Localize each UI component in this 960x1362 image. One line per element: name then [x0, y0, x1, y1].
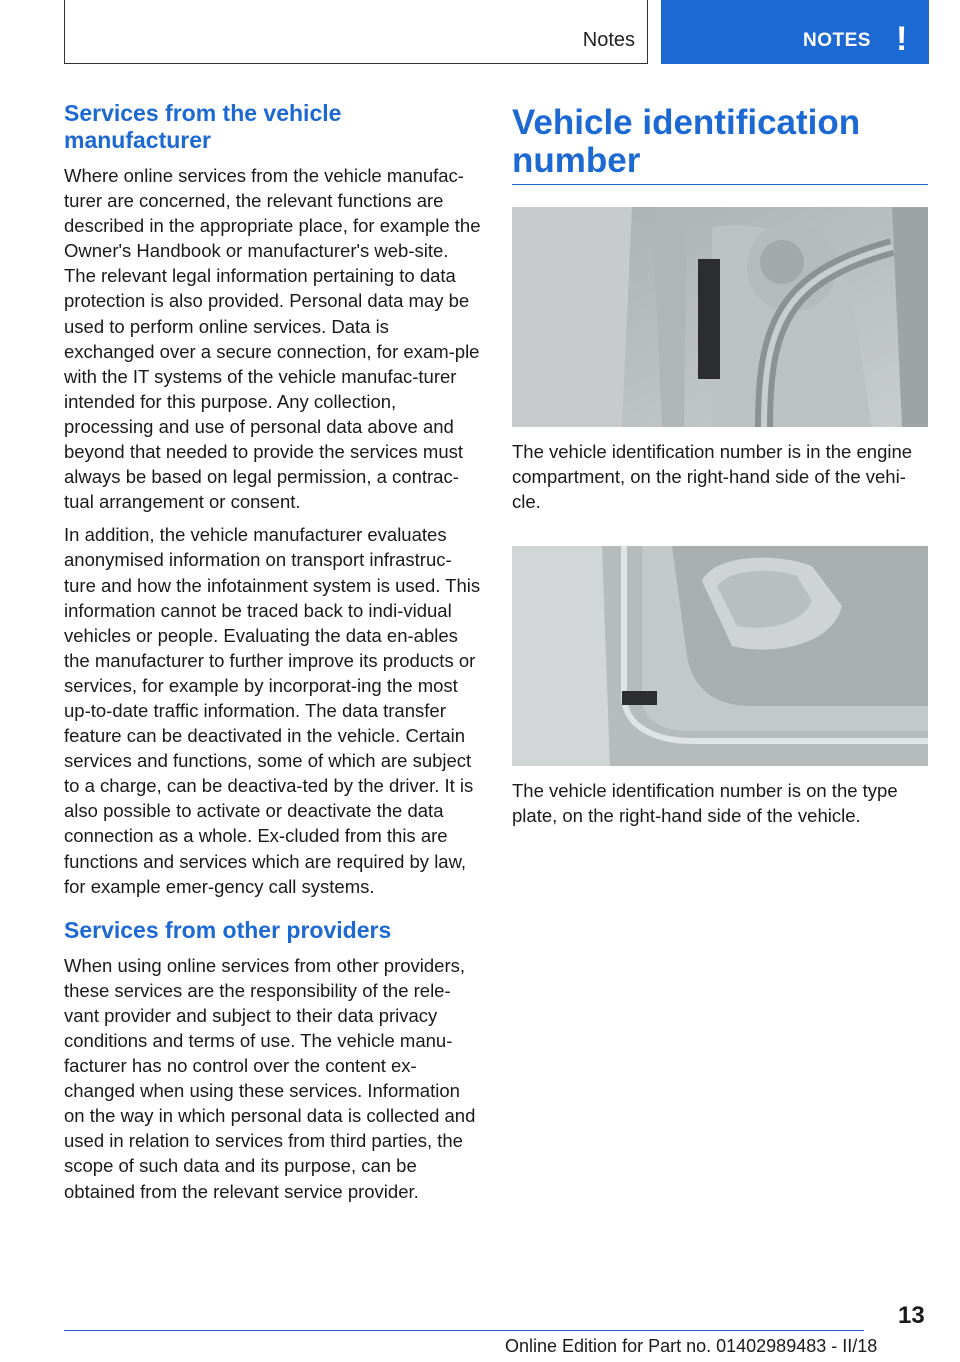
paragraph-other-providers: When using online services from other providers, these services are the responsibility of the rele-vant provider and subject to their data privacy conditions and terms of use. The vehicle manu-facturer has no control over the content ex-changed when using these services. Information on the way in which personal data is collected and used in relation to services from third parties, the scope of such data and its purpose, can be obtained from the relevant service provider. [64, 954, 476, 1202]
type-plate-image [512, 546, 928, 766]
page-number: 13 [898, 1302, 925, 1329]
caption-type-plate: The vehicle identification number is on the type plate, on the right-hand side of the vehicle. [512, 780, 898, 827]
footer-divider [64, 1330, 864, 1331]
exclamation-icon: ! [896, 20, 908, 58]
header-section-box [64, 0, 648, 64]
engine-compartment-image [512, 207, 928, 427]
right-column [512, 100, 928, 860]
paragraph-anonymised-info: In addition, the vehicle manufacturer evaluates anonymised information on transport infrastruc-ture and how the infotainment system is used. This information cannot be traced back to indi-vidual vehicles or people. Evaluating the data en-ables the manufacturer to further improve its products or services, for example by incorporat-ing the most up-to-date traffic information. The data transfer feature can be deactivated in the vehicle. Certain services and functions, some of which are subject to a charge, can be deactiva-ted by the driver. It is also possible to activate or deactivate the data connection as a whole. Ex-cluded from this are functions and services which are required by law, for example emer-gency call systems. [64, 524, 481, 897]
title-divider [512, 184, 928, 185]
paragraph-manufacturer-services: Where online services from the vehicle manufac-turer are concerned, the relevant functions are described in the appropriate place, for example the Owner's Handbook or manufacturer's web-site. The relevant legal information pertaining to data protection is also provided. Personal data may be used to perform online services. Data is exchanged over a secure connection, for exam-ple with the IT systems of the vehicle manufac-turer intended for this purpose. Any collection, processing and use of personal data above and beyond that needed to provide the services must always be based on legal permission, a contrac-tual arrangement or consent. [64, 165, 481, 513]
heading-manufacturer-services: Services from the vehicle manufacturer [64, 100, 342, 153]
footer-edition: Online Edition for Part no. 01402989483 - II/18 [505, 1336, 878, 1356]
section-title-vin: Vehicle identification number [512, 103, 861, 180]
left-column [64, 100, 482, 1212]
header-chapter-label: NOTES [803, 30, 871, 51]
heading-other-providers: Services from other providers [64, 916, 392, 943]
header-chapter-tab[interactable] [661, 0, 929, 64]
caption-engine-compartment: The vehicle identification number is in the engine compartment, on the right-hand side of the vehi-cle. [512, 441, 913, 513]
header-section-title: Notes [582, 29, 635, 51]
